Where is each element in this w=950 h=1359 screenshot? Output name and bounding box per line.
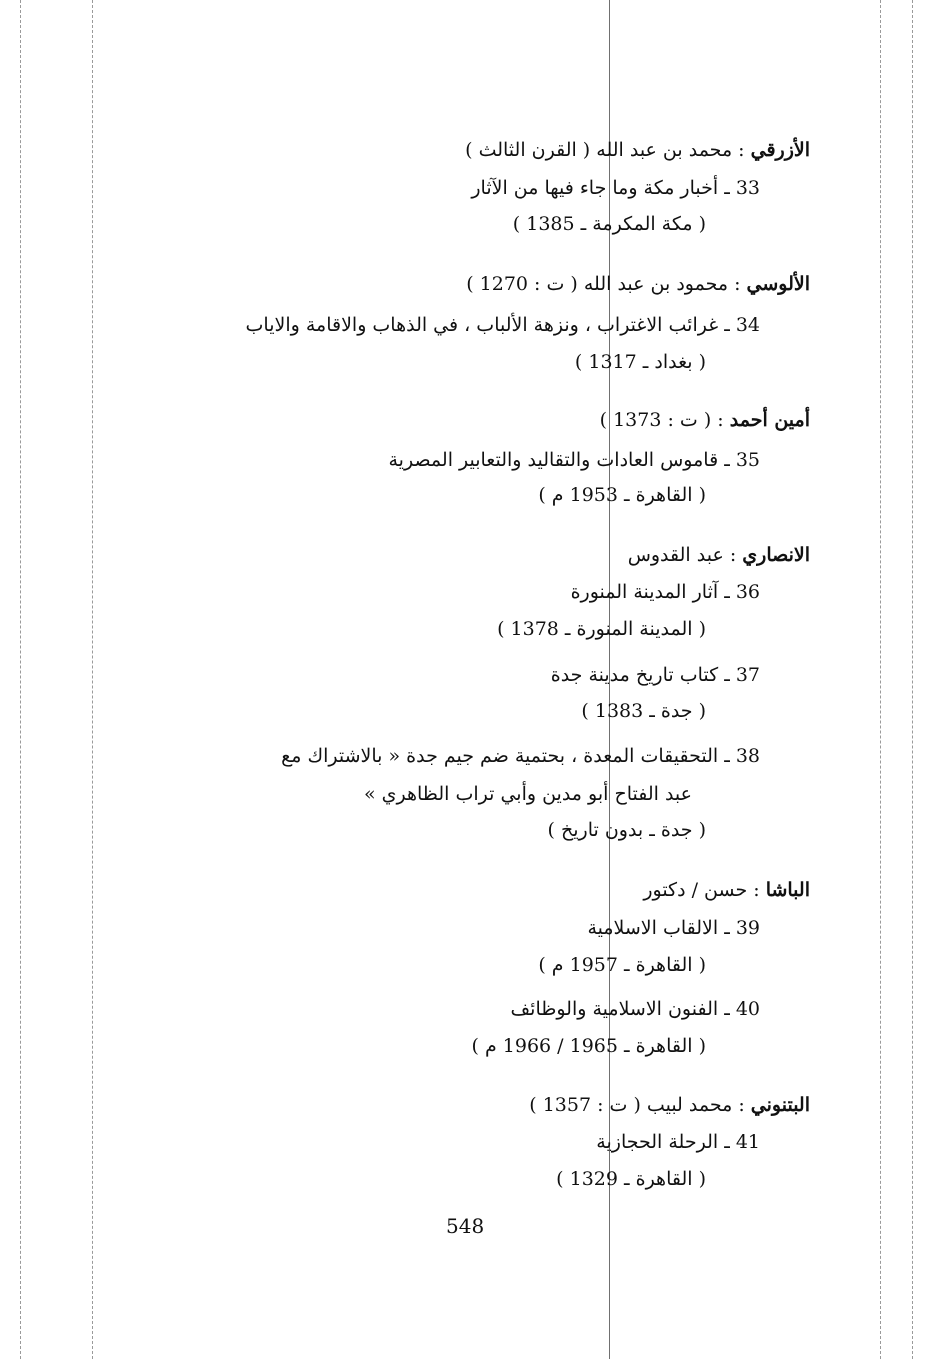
book-publication: ( القاهرة ـ 1965 / 1966 م ) [471,1035,706,1057]
book-publication: ( بغداد ـ 1317 ) [574,351,706,373]
book-title: الرحلة الحجازية [596,1131,719,1153]
book-title-line: 41 ـ الرحلة الحجازية [596,1131,760,1153]
book-title: آثار المدينة المنورة [570,581,719,603]
book-publication: ( المدينة المنورة ـ 1378 ) [497,618,706,640]
scan-artifact-line [912,0,913,1359]
book-title-line: 39 ـ الالقاب الاسلامية [587,917,760,939]
author-name: الألوسي [746,273,810,295]
book-title: الفنون الاسلامية والوظائف [510,998,719,1020]
author-heading: البتنوني : محمد لبيب ( ت : 1357 ) [529,1094,810,1116]
author-details: محمد لبيب ( ت : 1357 ) [529,1094,733,1116]
book-title-line: 36 ـ آثار المدينة المنورة [570,581,760,603]
scan-artifact-line [92,0,93,1359]
book-title-line: 40 ـ الفنون الاسلامية والوظائف [510,998,760,1020]
scan-artifact-line [20,0,21,1359]
page-number: 548 [446,1214,485,1238]
author-details: حسن / دكتور [643,879,748,901]
author-details: عبد القدوس [627,544,724,566]
book-number: 41 [735,1131,760,1153]
book-number: 33 [735,177,760,199]
author-heading: أمين أحمد : ( ت : 1373 ) [599,409,810,431]
book-publication: ( مكة المكرمة ـ 1385 ) [512,213,706,235]
book-title-line: 34 ـ غرائب الاغتراب ، ونزهة الألباب ، في الذهاب والاقامة والاياب [245,314,760,336]
author-details: محمود بن عبد الله ( ت : 1270 ) [466,273,729,295]
author-name: أمين أحمد [729,409,810,431]
book-title-continuation: عبد الفتاح أبو مدين وأبي تراب الظاهري » [363,783,692,805]
book-number: 36 [735,581,760,603]
book-title-line: 35 ـ قاموس العادات والتقاليد والتعابير المصرية [388,449,760,471]
book-number: 38 [735,745,760,767]
book-publication: ( جدة ـ 1383 ) [581,700,706,722]
author-heading: الألوسي : محمود بن عبد الله ( ت : 1270 ) [466,273,810,295]
book-number: 34 [735,314,760,336]
author-heading: الانصاري : عبد القدوس [627,544,810,566]
scan-artifact-line [880,0,881,1359]
book-number: 35 [735,449,760,471]
author-name: الباشا [765,879,810,901]
book-title: أخبار مكة وما جاء فيها من الآثار [471,177,719,199]
author-details: محمد بن عبد الله ( القرن الثالث ) [465,139,733,161]
author-name: الانصاري [742,544,810,566]
author-heading: الأزرقي : محمد بن عبد الله ( القرن الثالث ) [465,139,810,161]
book-title: غرائب الاغتراب ، ونزهة الألباب ، في الذهاب والاقامة والاياب [245,314,719,336]
book-title-line: 38 ـ التحقيقات المعدة ، بحتمية ضم جيم جدة « بالاشتراك مع [281,745,760,767]
book-publication: ( القاهرة ـ 1953 م ) [538,484,706,506]
book-title: كتاب تاريخ مدينة جدة [550,664,719,686]
book-number: 37 [735,664,760,686]
book-number: 39 [735,917,760,939]
book-publication: ( جدة ـ بدون تاريخ ) [547,819,706,841]
book-publication: ( القاهرة ـ 1329 ) [556,1168,706,1190]
book-title: الالقاب الاسلامية [587,917,719,939]
book-title: قاموس العادات والتقاليد والتعابير المصرية [388,449,719,471]
author-heading: الباشا : حسن / دكتور [643,879,810,901]
author-details: ( ت : 1373 ) [599,409,712,431]
book-title-line: 37 ـ كتاب تاريخ مدينة جدة [550,664,760,686]
book-title: التحقيقات المعدة ، بحتمية ضم جيم جدة « بالاشتراك مع [281,745,719,767]
book-number: 40 [735,998,760,1020]
book-title-line: 33 ـ أخبار مكة وما جاء فيها من الآثار [471,177,760,199]
author-name: البتنوني [750,1094,810,1116]
author-name: الأزرقي [750,139,810,161]
book-publication: ( القاهرة ـ 1957 م ) [538,954,706,976]
